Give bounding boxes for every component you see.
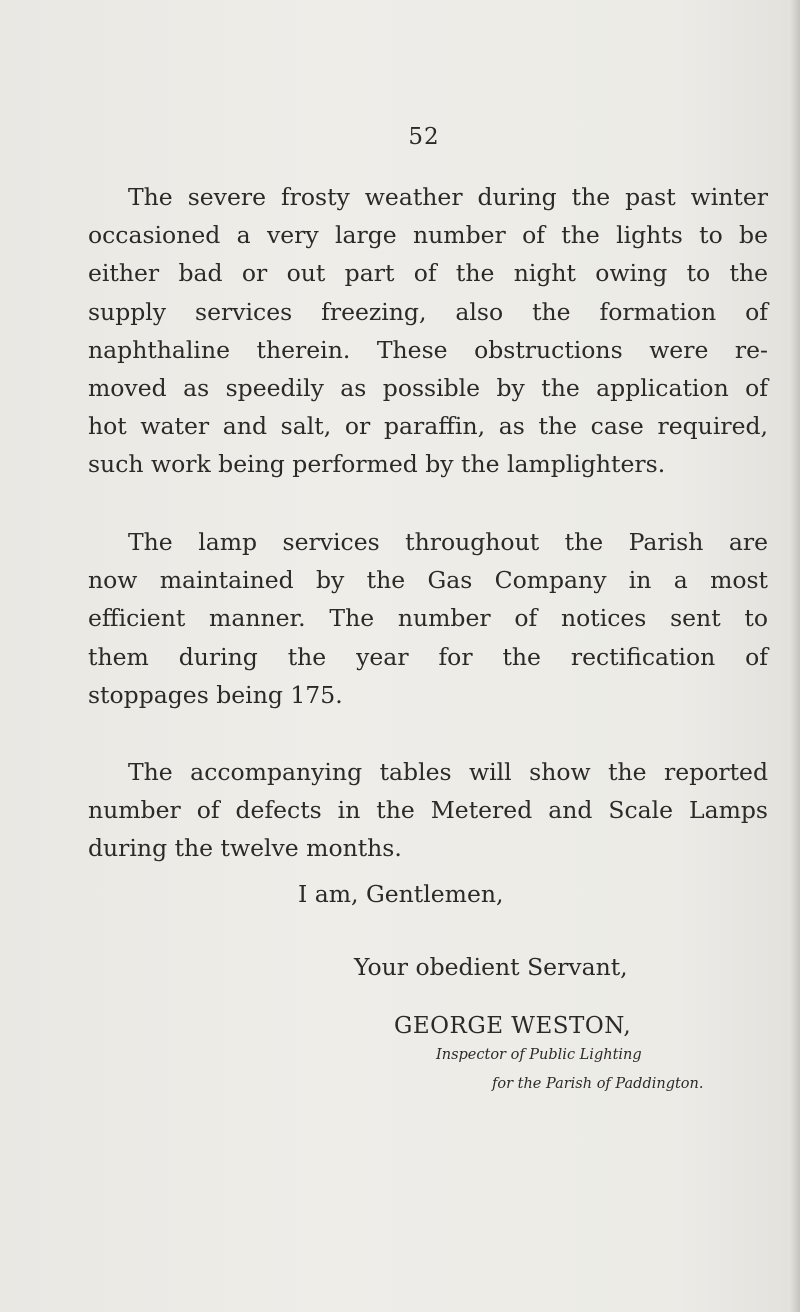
signature-title: Inspector of Public Lighting — [436, 1047, 642, 1063]
paragraph-line: moved as speedily as possible by the application of — [88, 374, 768, 403]
paragraph-line: efficient manner. The number of notices sent to — [88, 604, 768, 633]
sign-off: Your obedient Servant, — [354, 953, 628, 981]
paragraph-line: number of defects in the Metered and Scale Lamps — [88, 796, 768, 825]
paragraph-line: stoppages being 175. — [88, 680, 343, 709]
paragraph-line: supply services freezing, also the formation of — [88, 297, 768, 326]
closing-salutation: I am, Gentlemen, — [298, 880, 504, 908]
paragraph-lamp-services — [88, 523, 768, 714]
paragraph-frost-weather — [88, 178, 768, 484]
signature-parish: for the Parish of Paddington. — [492, 1076, 704, 1092]
paragraph-line: them during the year for the rectification of — [88, 642, 768, 671]
paragraph-line: now maintained by the Gas Company in a most — [88, 566, 768, 595]
paragraph-line: occasioned a very large number of the lights to be — [88, 221, 768, 250]
paragraph-line: during the twelve months. — [88, 834, 402, 863]
paragraph-accompanying-tables — [88, 753, 768, 868]
paragraph-line: such work being performed by the lamplighters. — [88, 450, 666, 479]
paragraph-line: The lamp services throughout the Parish are — [128, 528, 768, 556]
page-number: 52 — [408, 124, 440, 150]
paragraph-line: either bad or out part of the night owing to the — [88, 259, 768, 288]
page-edge-shadow — [790, 0, 800, 1312]
signature-name: GEORGE WESTON, — [394, 1013, 632, 1039]
paragraph-line: naphthaline therein. These obstructions were re- — [88, 335, 768, 364]
paragraph-line: The accompanying tables will show the reported — [128, 758, 768, 786]
paragraph-line: The severe frosty weather during the past winter — [128, 183, 768, 211]
paragraph-line: hot water and salt, or paraffin, as the case required, — [88, 412, 768, 441]
